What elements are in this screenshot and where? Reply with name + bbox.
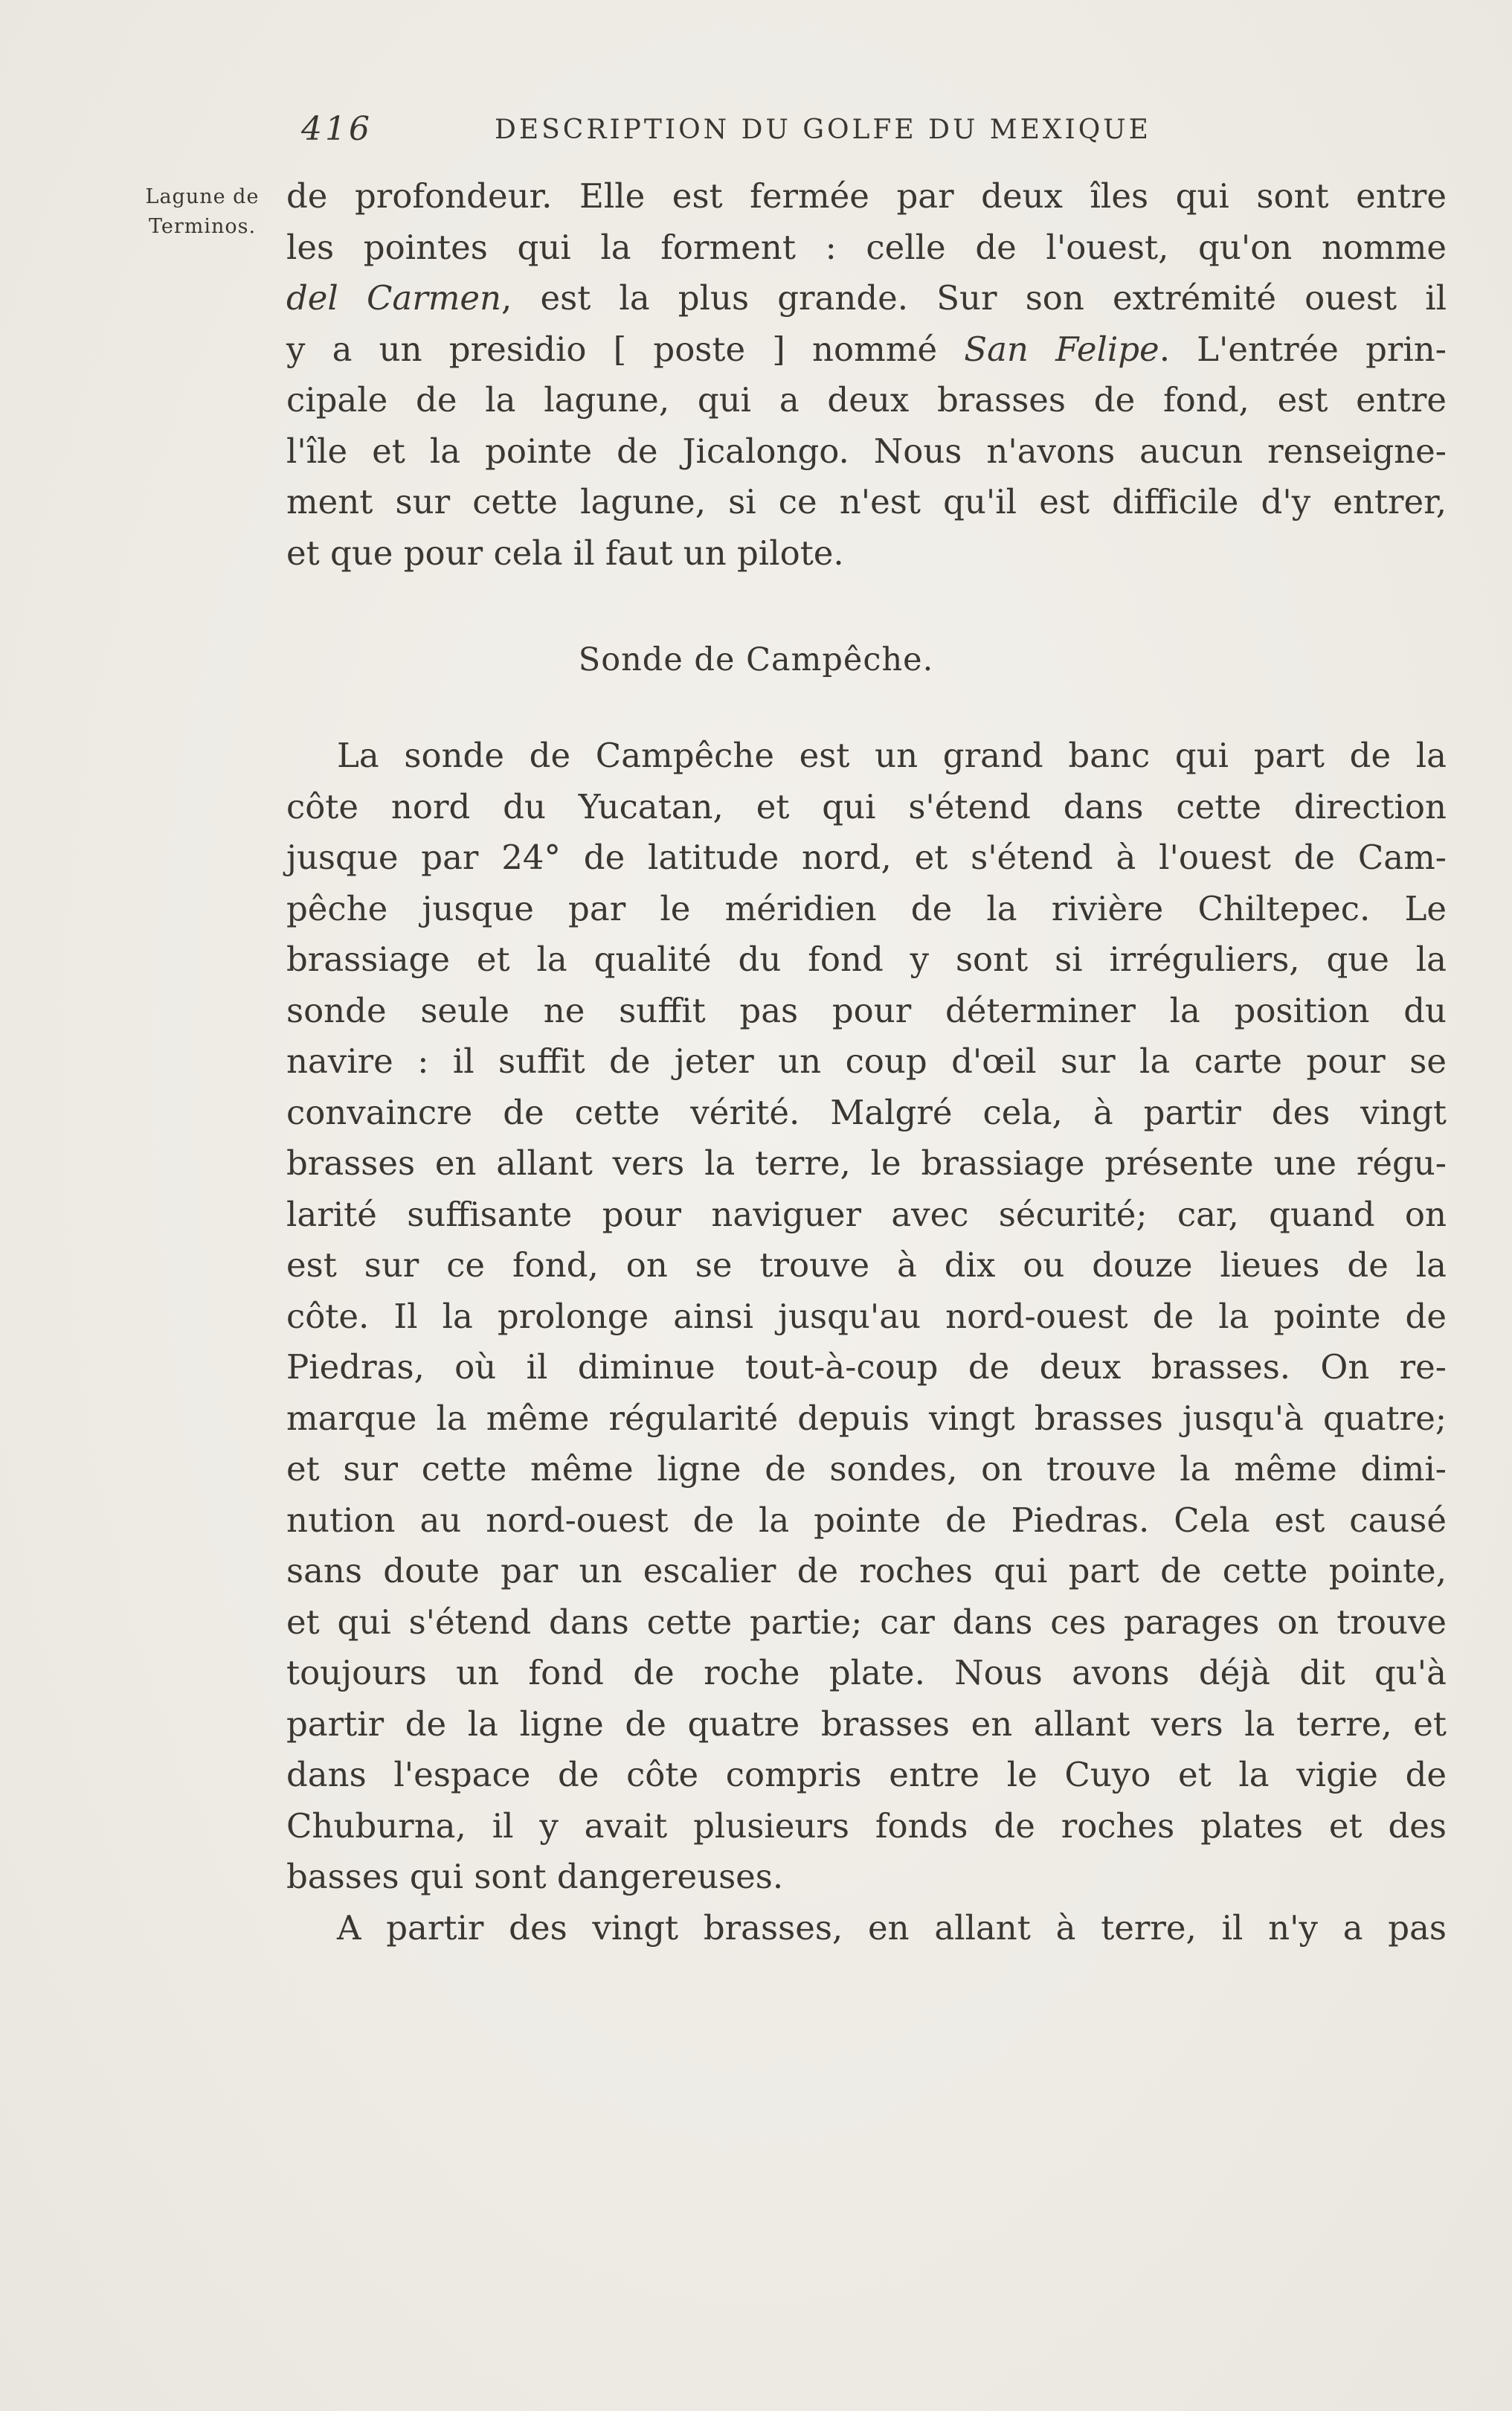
text-line: côte. Il la prolonge ainsi jusqu'au nord-ouest de la pointe de	[286, 1296, 1447, 1336]
text-line: La sonde de Campêche est un grand banc qui part de la	[337, 736, 1447, 775]
text-segment: . L'entrée prin-	[1159, 329, 1447, 369]
text-line: pêche jusque par le méridien de la rivière Chiltepec. Le	[286, 888, 1447, 928]
text-line: les pointes qui la forment : celle de l'ouest, qu'on nomme	[286, 227, 1447, 267]
text-line	[286, 273, 1447, 324]
text-line: A partir des vingt brasses, en allant à terre, il n'y a pas	[337, 1907, 1447, 1948]
text-line: toujours un fond de roche plate. Nous avons déjà dit qu'à	[286, 1653, 1447, 1692]
margin-note-line: Lagune de	[145, 185, 260, 208]
text-line: de profondeur. Elle est fermée par deux îles qui sont entre	[286, 176, 1447, 216]
margin-note-line: Terminos.	[148, 215, 257, 238]
text-line: côte nord du Yucatan, et qui s'étend dans cette direction	[286, 786, 1447, 826]
section-title: Sonde de Campêche.	[578, 641, 934, 678]
text-line: marque la même régularité depuis vingt brasses jusqu'à quatre;	[286, 1398, 1447, 1438]
place-name-italic: San Felipe	[964, 329, 1159, 369]
page-number: 416	[301, 110, 373, 148]
text-line: ment sur cette lagune, si ce n'est qu'il est difficile d'y entrer,	[286, 482, 1447, 521]
text-line: Chuburna, il y avait plusieurs fonds de roches plates et des	[286, 1805, 1447, 1846]
page-header	[301, 110, 1253, 155]
text-line: partir de la ligne de quatre brasses en allant vers la terre, et	[286, 1704, 1447, 1744]
paragraph-sonde	[286, 731, 1447, 1953]
text-line: sans doute par un escalier de roches qui part de cette pointe,	[286, 1551, 1447, 1590]
text-line: navire : il suffit de jeter un coup d'œil sur la carte pour se	[286, 1041, 1447, 1081]
text-line: et que pour cela il faut un pilote.	[286, 533, 844, 573]
text-line: sonde seule ne suffit pas pour déterminer la position du	[286, 990, 1447, 1030]
text-line: est sur ce fond, on se trouve à dix ou douze lieues de la	[286, 1245, 1447, 1285]
text-line: brassiage et la qualité du fond y sont si irréguliers, que la	[286, 940, 1447, 979]
text-line: dans l'espace de côte compris entre le Cuyo et la vigie de	[286, 1755, 1447, 1794]
text-line: Piedras, où il diminue tout-à-coup de deux brasses. On re-	[286, 1347, 1447, 1387]
text-line: larité suffisante pour naviguer avec sécurité; car, quand on	[286, 1194, 1447, 1234]
place-name-italic: del Carmen	[286, 278, 502, 318]
text-line: jusque par 24° de latitude nord, et s'étend à l'ouest de Cam-	[286, 838, 1447, 877]
margin-note	[128, 182, 277, 242]
text-line: cipale de la lagune, qui a deux brasses de fond, est entre	[286, 380, 1447, 420]
text-line: convaincre de cette vérité. Malgré cela, à partir des vingt	[286, 1092, 1447, 1132]
text-segment: y a un presidio [ poste ] nommé	[286, 329, 965, 369]
text-line: l'île et la pointe de Jicalongo. Nous n'avons aucun renseigne-	[286, 431, 1447, 471]
text-segment: , est la plus grande. Sur son extrémité ouest il	[501, 278, 1447, 318]
text-line: basses qui sont dangereuses.	[286, 1857, 784, 1896]
running-title: DESCRIPTION DU GOLFE DU MEXIQUE	[495, 115, 1151, 145]
text-line	[286, 324, 1447, 376]
text-line: nution au nord-ouest de la pointe de Piedras. Cela est causé	[286, 1500, 1447, 1540]
text-line: brasses en allant vers la terre, le brassiage présente une régu-	[286, 1143, 1447, 1183]
text-line: et sur cette même ligne de sondes, on trouve la même dimi-	[286, 1449, 1447, 1489]
paragraph-lagune	[286, 171, 1447, 579]
text-line: et qui s'étend dans cette partie; car dans ces parages on trouve	[286, 1602, 1447, 1642]
